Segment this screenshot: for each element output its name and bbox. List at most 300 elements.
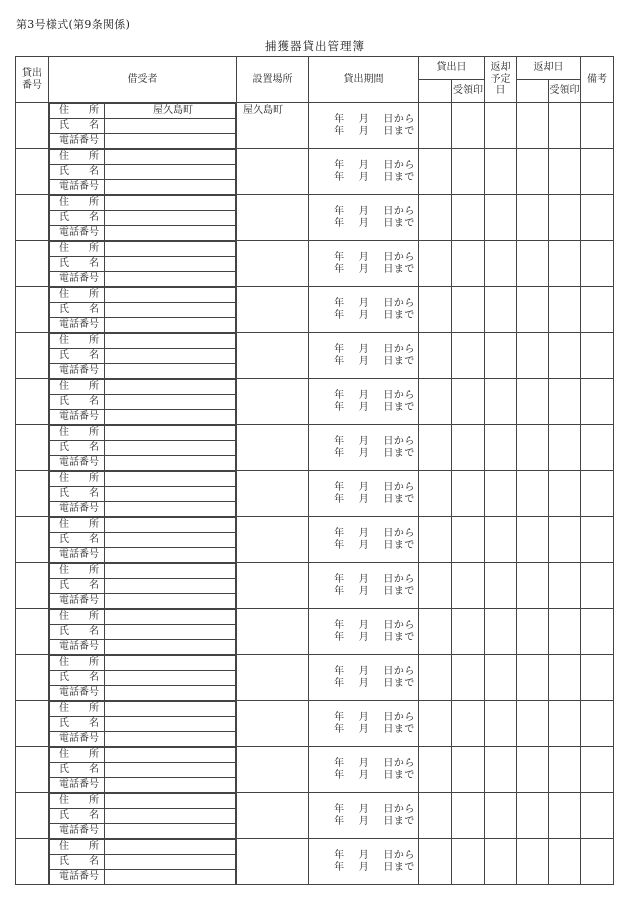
phone-label: 電話番号 [50,548,105,563]
location-cell[interactable] [237,839,309,885]
phone-field[interactable] [105,226,236,241]
borrower-cell [49,563,237,609]
period-cell[interactable] [309,195,419,241]
name-label: 氏 名 [50,349,105,364]
loan-number-cell[interactable] [16,517,49,563]
loan-date-cell[interactable] [419,195,452,241]
name-field[interactable] [105,533,236,548]
remarks-cell[interactable] [581,793,614,839]
ledger-row [16,195,614,241]
loan-receipt-seal-cell[interactable] [452,471,485,517]
period-from: 年 月 日から [334,528,415,539]
name-field[interactable] [105,809,236,824]
loan-date-cell[interactable] [419,563,452,609]
loan-number-cell[interactable] [16,471,49,517]
return-date-cell[interactable] [517,471,549,517]
address-field[interactable] [105,840,236,855]
return-date-cell[interactable] [517,149,549,195]
phone-label: 電話番号 [50,732,105,747]
phone-field[interactable] [105,134,236,149]
loan-receipt-seal-cell[interactable] [452,241,485,287]
period-from: 年 月 日から [334,344,415,355]
loan-receipt-seal-cell[interactable] [452,609,485,655]
return-date-cell[interactable] [517,839,549,885]
return-receipt-seal-cell[interactable] [549,425,581,471]
location-cell[interactable] [237,517,309,563]
return-receipt-seal-cell[interactable] [549,103,581,149]
period-cell[interactable] [309,793,419,839]
period-to: 年 月 日まで [334,401,415,413]
remarks-cell[interactable] [581,195,614,241]
period-cell[interactable] [309,241,419,287]
return-date-cell[interactable] [517,793,549,839]
name-field[interactable] [105,257,236,272]
return-due-cell[interactable] [485,287,517,333]
location-cell[interactable] [237,609,309,655]
return-receipt-seal-cell[interactable] [549,471,581,517]
loan-number-cell[interactable] [16,609,49,655]
period-cell[interactable] [309,425,419,471]
ledger-row [16,149,614,195]
period-from: 年 月 日から [334,850,415,861]
return-date-cell[interactable] [517,333,549,379]
borrower-cell [49,333,237,379]
period-from: 年 月 日から [334,160,415,171]
loan-receipt-seal-cell[interactable] [452,563,485,609]
name-field[interactable] [105,441,236,456]
phone-field[interactable] [105,686,236,701]
loan-date-cell[interactable] [419,333,452,379]
name-field[interactable] [105,119,236,134]
address-label: 住 所 [50,196,105,211]
phone-label: 電話番号 [50,364,105,379]
phone-label: 電話番号 [50,134,105,149]
loan-number-cell[interactable] [16,655,49,701]
period-cell[interactable] [309,839,419,885]
phone-label: 電話番号 [50,502,105,517]
return-date-cell[interactable] [517,195,549,241]
loan-number-cell[interactable] [16,195,49,241]
return-receipt-seal-cell[interactable] [549,563,581,609]
loan-number-cell[interactable] [16,425,49,471]
loan-receipt-seal-cell[interactable] [452,103,485,149]
name-label: 氏 名 [50,441,105,456]
address-field[interactable] [105,196,236,211]
name-label: 氏 名 [50,165,105,180]
header-loan-date: 貸出日 [419,57,485,80]
phone-field[interactable] [105,548,236,563]
name-label: 氏 名 [50,303,105,318]
loan-receipt-seal-cell[interactable] [452,333,485,379]
phone-label: 電話番号 [50,870,105,885]
return-date-cell[interactable] [517,241,549,287]
loan-number-cell[interactable] [16,563,49,609]
location-cell[interactable] [237,241,309,287]
loan-number-cell[interactable] [16,379,49,425]
loan-receipt-seal-cell[interactable] [452,195,485,241]
name-field[interactable] [105,855,236,870]
name-field[interactable] [105,579,236,594]
return-receipt-seal-cell[interactable] [549,287,581,333]
period-to: 年 月 日まで [334,723,415,735]
address-field[interactable] [105,564,236,579]
loan-date-cell[interactable] [419,287,452,333]
address-label: 住 所 [50,426,105,441]
remarks-cell[interactable] [581,701,614,747]
address-field[interactable] [105,334,236,349]
location-cell[interactable] [237,149,309,195]
phone-field[interactable] [105,318,236,333]
period-from: 年 月 日から [334,114,415,125]
ledger-row [16,701,614,747]
location-cell[interactable] [237,655,309,701]
period-to: 年 月 日まで [334,631,415,643]
name-label: 氏 名 [50,119,105,134]
return-due-cell[interactable] [485,517,517,563]
address-field[interactable] [105,150,236,165]
loan-receipt-seal-cell[interactable] [452,701,485,747]
ledger-row [16,517,614,563]
remarks-cell[interactable] [581,241,614,287]
period-cell[interactable] [309,655,419,701]
return-due-cell[interactable] [485,149,517,195]
loan-date-cell[interactable] [419,747,452,793]
ledger-row [16,609,614,655]
phone-field[interactable] [105,272,236,287]
address-label: 住 所 [50,748,105,763]
phone-label: 電話番号 [50,594,105,609]
borrower-cell [49,103,237,149]
remarks-cell[interactable] [581,563,614,609]
address-field[interactable] [105,426,236,441]
loan-receipt-seal-cell[interactable] [452,287,485,333]
borrower-cell [49,195,237,241]
name-field[interactable] [105,165,236,180]
return-due-cell[interactable] [485,241,517,287]
loan-number-cell[interactable] [16,103,49,149]
period-cell[interactable] [309,379,419,425]
return-due-cell[interactable] [485,195,517,241]
phone-field[interactable] [105,364,236,379]
loan-date-cell[interactable] [419,425,452,471]
remarks-cell[interactable] [581,517,614,563]
phone-field[interactable] [105,870,236,885]
address-field[interactable] [105,380,236,395]
ledger-row [16,839,614,885]
address-field[interactable] [105,472,236,487]
return-receipt-seal-cell[interactable] [549,747,581,793]
loan-receipt-seal-cell[interactable] [452,379,485,425]
phone-field[interactable] [105,732,236,747]
phone-field[interactable] [105,456,236,471]
period-from: 年 月 日から [334,436,415,447]
return-date-cell[interactable] [517,563,549,609]
return-date-cell[interactable] [517,379,549,425]
loan-number-cell[interactable] [16,701,49,747]
period-to: 年 月 日まで [334,539,415,551]
remarks-cell[interactable] [581,149,614,195]
loan-number-cell[interactable] [16,839,49,885]
ledger-row [16,379,614,425]
period-to: 年 月 日まで [334,769,415,781]
header-return-date: 返却日 [517,57,581,80]
return-due-cell[interactable] [485,655,517,701]
borrower-cell [49,471,237,517]
period-to: 年 月 日まで [334,585,415,597]
address-field[interactable] [105,656,236,671]
period-to: 年 月 日まで [334,171,415,183]
return-date-cell[interactable] [517,425,549,471]
period-to: 年 月 日まで [334,309,415,321]
loan-receipt-seal-cell[interactable] [452,517,485,563]
period-cell[interactable] [309,517,419,563]
loan-date-cell[interactable] [419,379,452,425]
address-label: 住 所 [50,150,105,165]
location-cell[interactable] [237,701,309,747]
remarks-cell[interactable] [581,839,614,885]
period-from: 年 月 日から [334,758,415,769]
return-date-cell[interactable] [517,103,549,149]
loan-date-cell[interactable] [419,149,452,195]
return-due-cell[interactable] [485,103,517,149]
name-label: 氏 名 [50,625,105,640]
name-label: 氏 名 [50,809,105,824]
loan-date-cell[interactable] [419,655,452,701]
name-label: 氏 名 [50,257,105,272]
address-field[interactable] [105,518,236,533]
borrower-cell [49,609,237,655]
location-cell[interactable] [237,425,309,471]
return-receipt-seal-cell[interactable] [549,333,581,379]
return-date-cell[interactable] [517,747,549,793]
phone-label: 電話番号 [50,180,105,195]
header-remarks: 備考 [581,57,614,103]
return-date-cell[interactable] [517,517,549,563]
address-label: 住 所 [50,794,105,809]
period-to: 年 月 日まで [334,263,415,275]
loan-number-cell[interactable] [16,333,49,379]
period-from: 年 月 日から [334,804,415,815]
name-label: 氏 名 [50,855,105,870]
phone-field[interactable] [105,594,236,609]
phone-field[interactable] [105,824,236,839]
location-cell[interactable] [237,287,309,333]
phone-label: 電話番号 [50,456,105,471]
address-field[interactable]: 屋久島町 [105,104,236,119]
ledger-row [16,425,614,471]
period-to: 年 月 日まで [334,493,415,505]
phone-label: 電話番号 [50,226,105,241]
borrower-cell [49,149,237,195]
period-to: 年 月 日まで [334,815,415,827]
period-cell[interactable] [309,103,419,149]
address-field[interactable] [105,610,236,625]
return-due-cell[interactable] [485,471,517,517]
period-cell[interactable] [309,333,419,379]
ledger-row [16,747,614,793]
period-to: 年 月 日まで [334,217,415,229]
period-cell[interactable] [309,563,419,609]
address-field[interactable] [105,748,236,763]
ledger-row [16,333,614,379]
phone-label: 電話番号 [50,410,105,425]
location-cell[interactable] [237,471,309,517]
location-cell[interactable] [237,333,309,379]
loan-number-cell[interactable] [16,287,49,333]
address-field[interactable] [105,242,236,257]
address-label: 住 所 [50,380,105,395]
loan-date-cell[interactable] [419,471,452,517]
period-to: 年 月 日まで [334,125,415,137]
address-label: 住 所 [50,656,105,671]
name-label: 氏 名 [50,211,105,226]
return-date-cell[interactable] [517,609,549,655]
remarks-cell[interactable] [581,379,614,425]
return-due-cell[interactable] [485,563,517,609]
remarks-cell[interactable] [581,471,614,517]
address-field[interactable] [105,702,236,717]
return-receipt-seal-cell[interactable] [549,149,581,195]
address-label: 住 所 [50,564,105,579]
location-cell[interactable] [237,793,309,839]
return-due-cell[interactable] [485,839,517,885]
return-date-cell[interactable] [517,655,549,701]
loan-number-cell[interactable] [16,149,49,195]
return-date-cell[interactable] [517,287,549,333]
borrower-cell [49,287,237,333]
loan-number-cell[interactable] [16,241,49,287]
return-receipt-seal-cell[interactable] [549,655,581,701]
name-field[interactable] [105,303,236,318]
period-cell[interactable] [309,701,419,747]
return-receipt-seal-cell[interactable] [549,241,581,287]
return-receipt-seal-cell[interactable] [549,609,581,655]
header-return-due: 返却 予定 日 [485,57,517,103]
loan-date-cell[interactable] [419,701,452,747]
period-cell[interactable] [309,609,419,655]
phone-label: 電話番号 [50,640,105,655]
return-receipt-seal-cell[interactable] [549,195,581,241]
phone-field[interactable] [105,502,236,517]
remarks-cell[interactable] [581,287,614,333]
return-due-cell[interactable] [485,425,517,471]
address-field[interactable] [105,794,236,809]
remarks-cell[interactable] [581,655,614,701]
return-receipt-seal-cell[interactable] [549,701,581,747]
return-date-cell[interactable] [517,701,549,747]
ledger-row [16,655,614,701]
phone-field[interactable] [105,778,236,793]
location-cell[interactable] [237,747,309,793]
phone-field[interactable] [105,180,236,195]
borrower-cell [49,517,237,563]
return-due-cell[interactable] [485,793,517,839]
loan-date-cell[interactable] [419,839,452,885]
address-label: 住 所 [50,702,105,717]
period-cell[interactable] [309,747,419,793]
loan-receipt-seal-cell[interactable] [452,839,485,885]
header-borrower: 借受者 [49,57,237,103]
return-receipt-seal-cell[interactable] [549,793,581,839]
return-receipt-seal-cell[interactable] [549,839,581,885]
loan-date-cell[interactable] [419,241,452,287]
name-label: 氏 名 [50,579,105,594]
loan-receipt-seal-cell[interactable] [452,793,485,839]
loan-number-cell[interactable] [16,747,49,793]
period-from: 年 月 日から [334,620,415,631]
name-field[interactable] [105,211,236,226]
borrower-cell [49,425,237,471]
loan-date-cell[interactable] [419,517,452,563]
period-from: 年 月 日から [334,390,415,401]
return-receipt-seal-cell[interactable] [549,517,581,563]
remarks-cell[interactable] [581,103,614,149]
name-field[interactable] [105,763,236,778]
loan-number-cell[interactable] [16,793,49,839]
loan-receipt-seal-cell[interactable] [452,655,485,701]
name-field[interactable] [105,349,236,364]
period-cell[interactable] [309,287,419,333]
phone-field[interactable] [105,410,236,425]
remarks-cell[interactable] [581,747,614,793]
period-from: 年 月 日から [334,298,415,309]
name-field[interactable] [105,625,236,640]
form-number: 第3号様式(第9条関係) [16,18,131,31]
return-due-cell[interactable] [485,747,517,793]
period-from: 年 月 日から [334,574,415,585]
loan-date-cell[interactable] [419,103,452,149]
loan-receipt-seal-cell[interactable] [452,747,485,793]
remarks-cell[interactable] [581,333,614,379]
loan-date-cell[interactable] [419,793,452,839]
name-field[interactable] [105,717,236,732]
name-field[interactable] [105,671,236,686]
phone-label: 電話番号 [50,272,105,287]
borrower-cell [49,379,237,425]
loan-date-cell[interactable] [419,609,452,655]
name-field[interactable] [105,395,236,410]
address-label: 住 所 [50,288,105,303]
return-due-cell[interactable] [485,701,517,747]
ledger-row [16,793,614,839]
remarks-cell[interactable] [581,609,614,655]
borrower-cell [49,839,237,885]
period-cell[interactable] [309,471,419,517]
return-due-cell[interactable] [485,609,517,655]
location-cell[interactable]: 屋久島町 [237,103,309,149]
period-from: 年 月 日から [334,666,415,677]
loan-receipt-seal-cell[interactable] [452,149,485,195]
name-label: 氏 名 [50,671,105,686]
borrower-cell [49,701,237,747]
name-label: 氏 名 [50,487,105,502]
form-title: 捕獲器貸出管理簿 [265,39,365,53]
loan-receipt-seal-cell[interactable] [452,425,485,471]
phone-field[interactable] [105,640,236,655]
name-field[interactable] [105,487,236,502]
period-from: 年 月 日から [334,252,415,263]
location-cell[interactable] [237,195,309,241]
period-cell[interactable] [309,149,419,195]
location-cell[interactable] [237,563,309,609]
return-due-cell[interactable] [485,333,517,379]
address-field[interactable] [105,288,236,303]
remarks-cell[interactable] [581,425,614,471]
return-due-cell[interactable] [485,379,517,425]
location-cell[interactable] [237,379,309,425]
borrower-cell [49,655,237,701]
return-receipt-seal-cell[interactable] [549,379,581,425]
